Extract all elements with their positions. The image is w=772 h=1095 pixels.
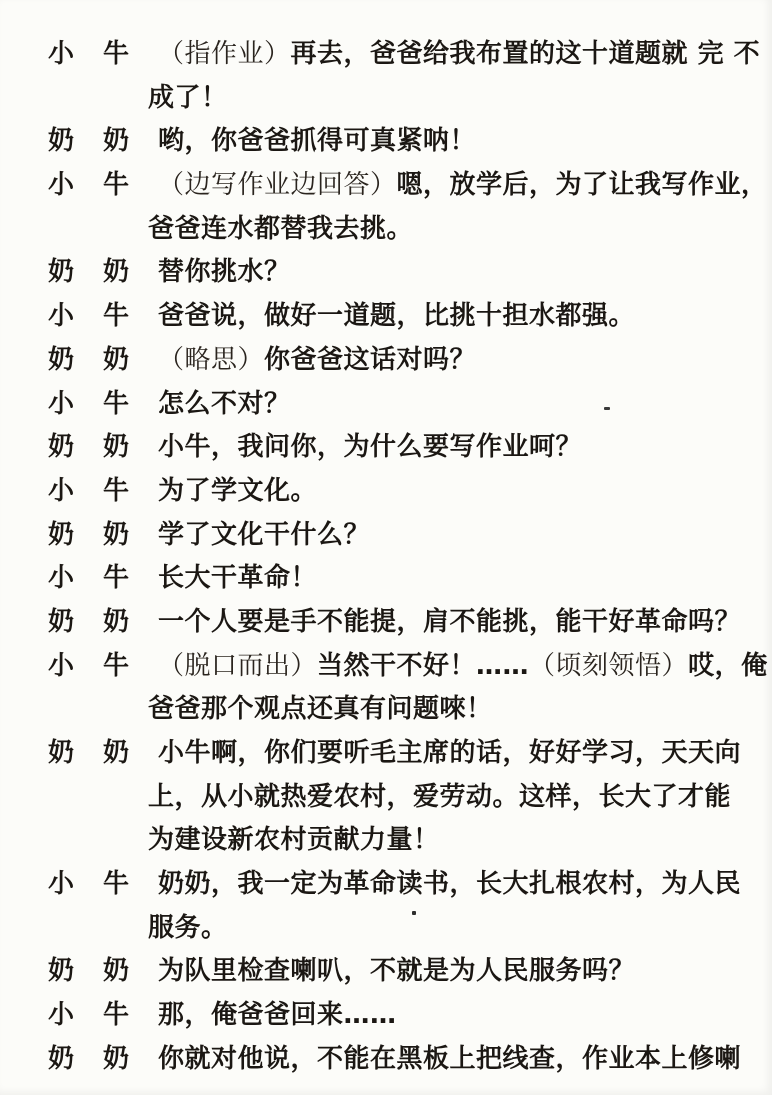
dialogue: [48, 33, 768, 1082]
dialogue-row: [48, 601, 752, 645]
dialogue-line: [158, 33, 760, 77]
dialogue-text: 爸爸说，做好一道题，比挑十担水都强。: [158, 301, 636, 332]
stage-direction: （脱口而出）: [158, 650, 318, 681]
dialogue-text: 再去，爸爸给我布置的这十道题就 完 不: [290, 39, 761, 69]
dialogue-line: [158, 339, 752, 383]
speaker-name: 奶奶: [48, 606, 159, 637]
dialogue-row: [48, 776, 752, 820]
dialogue-text: 奶奶，我一定为革命读书，长大扎根农村，为人民: [158, 869, 742, 900]
dialogue-line: [158, 950, 752, 994]
dialogue-line: [158, 645, 768, 689]
dialogue-line: [158, 863, 752, 907]
speaker-name: 小牛: [48, 1000, 159, 1031]
dialogue-line: [148, 208, 752, 252]
dialogue-row: [48, 819, 752, 863]
dialogue-text: 当然干不好！……: [317, 650, 530, 681]
dialogue-text: 替你挑水？: [158, 257, 291, 288]
speaker-name: 奶奶: [48, 257, 159, 288]
speaker-name: 小牛: [48, 39, 159, 69]
dialogue-line: [158, 295, 752, 339]
stage-direction: （略思）: [158, 344, 265, 375]
dialogue-text: 为了学文化。: [158, 475, 318, 506]
dialogue-text: 小牛，我问你，为什么要写作业呵？: [158, 432, 583, 463]
speaker-name: [48, 776, 148, 820]
dialogue-line: [158, 732, 752, 776]
dialogue-text: 嗯，放学后，为了让我写作业，: [396, 170, 768, 201]
speaker-name: 奶奶: [48, 432, 159, 463]
dialogue-text: 服务。: [148, 912, 228, 943]
dialogue-row: [48, 120, 752, 164]
dialogue-row: [48, 470, 752, 514]
stage-direction: （边写作业边回答）: [158, 170, 397, 201]
dialogue-row: [48, 426, 752, 470]
dialogue-row: [48, 339, 752, 383]
dialogue-line: [158, 557, 752, 601]
dialogue-text: 你爸爸这话对吗？: [264, 344, 477, 375]
dialogue-row: [48, 514, 752, 558]
speaker-name: [48, 819, 148, 863]
speaker-name: 奶奶: [48, 956, 159, 987]
speaker-name: 小牛: [48, 563, 159, 594]
dialogue-row: [48, 164, 768, 208]
dialogue-line: [148, 776, 752, 820]
speaker-name: 小牛: [48, 170, 159, 201]
dialogue-row: [48, 645, 768, 689]
dialogue-row: [48, 557, 752, 601]
dialogue-row: [48, 950, 752, 994]
dialogue-row: [48, 732, 752, 776]
speaker-name: 奶奶: [48, 126, 159, 157]
dialogue-line: [158, 120, 752, 164]
stage-direction: （顷刻领悟）: [529, 650, 689, 681]
dialogue-line: [158, 601, 752, 645]
speaker-name: [48, 688, 148, 732]
dialogue-row: [48, 251, 752, 295]
speaker-name: 奶奶: [48, 519, 159, 550]
speaker-name: 奶奶: [48, 344, 159, 375]
stage-direction: （指作业）: [158, 39, 291, 69]
dialogue-row: [48, 994, 752, 1038]
dialogue-text: 一个人要是手不能提，肩不能挑，能干好革命吗？: [158, 606, 742, 637]
dialogue-line: [148, 688, 752, 732]
dialogue-line: [158, 251, 752, 295]
dialogue-text: 哟，你爸爸抓得可真紧呐！: [158, 126, 477, 157]
dialogue-line: [158, 470, 752, 514]
dialogue-text: 那，俺爸爸回来……: [158, 1000, 397, 1031]
dialogue-line: [158, 514, 752, 558]
scan-speck: [412, 911, 416, 915]
dialogue-text: 学了文化干什么？: [158, 519, 371, 550]
speaker-name: [48, 208, 148, 252]
dialogue-text: 长大干革命！: [158, 563, 318, 594]
dialogue-line: [158, 994, 752, 1038]
dialogue-row: [48, 33, 761, 77]
dialogue-text: 你就对他说，不能在黑板上把线查，作业本上修喇: [158, 1043, 742, 1074]
dialogue-text: 爸爸连水都替我去挑。: [148, 213, 414, 244]
dialogue-text: 为建设新农村贡献力量！: [148, 825, 440, 856]
dialogue-line: [148, 77, 752, 121]
dialogue-line: [158, 383, 752, 427]
dialogue-text: 成了！: [148, 82, 228, 113]
speaker-name: [48, 907, 148, 951]
dialogue-text: 爸爸那个观点还真有问题唻！: [148, 694, 493, 725]
speaker-name: 小牛: [48, 869, 159, 900]
dialogue-row: [48, 688, 752, 732]
dialogue-row: [48, 907, 752, 951]
dialogue-line: [158, 426, 752, 470]
speaker-name: 小牛: [48, 650, 159, 681]
dialogue-row: [48, 1038, 752, 1082]
scan-speck: [604, 407, 610, 410]
dialogue-line: [148, 907, 752, 951]
dialogue-row: [48, 208, 752, 252]
dialogue-row: [48, 383, 752, 427]
dialogue-line: [158, 164, 768, 208]
dialogue-row: [48, 77, 752, 121]
dialogue-row: [48, 863, 752, 907]
dialogue-line: [158, 1038, 752, 1082]
speaker-name: 小牛: [48, 388, 159, 419]
speaker-name: [48, 77, 148, 121]
dialogue-text: 为队里检查喇叭，不就是为人民服务吗？: [158, 956, 636, 987]
speaker-name: 奶奶: [48, 1043, 159, 1074]
speaker-name: 奶奶: [48, 738, 159, 768]
dialogue-text: 上，从小就热爱农村，爱劳动。这样，长大了才能: [148, 781, 732, 812]
dialogue-text: 小牛啊，你们要听毛主席的话，好好学习，天天向: [158, 738, 742, 768]
dialogue-line: [148, 819, 752, 863]
dialogue-text: 怎么不对？: [158, 388, 291, 419]
dialogue-text: 哎，俺: [688, 650, 768, 681]
speaker-name: 小牛: [48, 475, 159, 506]
dialogue-row: [48, 295, 752, 339]
speaker-name: 小牛: [48, 301, 159, 332]
